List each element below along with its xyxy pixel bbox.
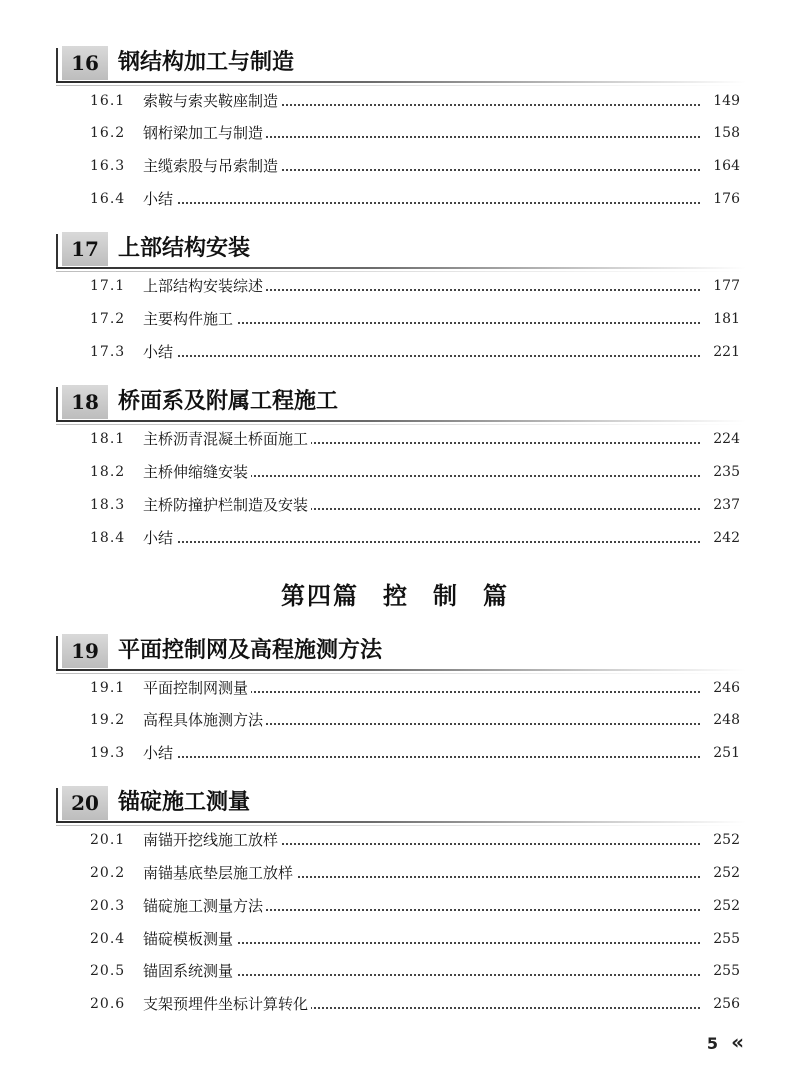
part-word-2: 制 <box>433 582 459 610</box>
chapter-rule-shadow <box>56 424 746 425</box>
entry-number: 19.3 <box>90 745 126 761</box>
leader-dots <box>150 541 700 543</box>
entry-title: 索鞍与索夹鞍座制造 <box>143 89 281 113</box>
entry-title: 主要构件施工 <box>143 307 236 331</box>
chapter-bar <box>56 387 58 421</box>
entry-number: 18.3 <box>90 497 126 513</box>
entry-number: 16.1 <box>90 93 126 109</box>
entry-page: 176 <box>709 187 740 211</box>
chapter-rule-shadow <box>56 673 746 674</box>
double-chevron-left-icon: « <box>731 1030 744 1054</box>
entry-page: 246 <box>709 676 740 700</box>
chapter-number: 18 <box>62 385 108 419</box>
chapter-bar <box>56 636 58 670</box>
chapter-number: 20 <box>62 786 108 820</box>
chapter-title[interactable]: 锚碇施工测量 <box>118 790 251 815</box>
entry-number: 20.2 <box>90 865 126 881</box>
chapter-number: 16 <box>62 46 108 80</box>
toc-entry[interactable] <box>0 959 790 983</box>
entry-number: 18.2 <box>90 464 126 480</box>
entry-title: 南锚基底垫层施工放样 <box>143 861 296 885</box>
chapter-rule-shadow <box>56 825 746 826</box>
entry-page: 248 <box>709 708 740 732</box>
entry-number: 20.5 <box>90 963 126 979</box>
entry-page: 149 <box>709 89 740 113</box>
entry-number: 16.2 <box>90 125 126 141</box>
entry-number: 16.3 <box>90 158 126 174</box>
toc-entry[interactable] <box>0 187 790 211</box>
entry-page: 252 <box>709 828 740 852</box>
leader-dots <box>150 756 700 758</box>
entry-number: 17.2 <box>90 311 126 327</box>
chapter-20 <box>0 784 790 828</box>
entry-page: 224 <box>709 427 740 451</box>
chapter-rule <box>56 420 746 422</box>
entry-number: 19.2 <box>90 712 126 728</box>
entry-title: 锚碇模板测量 <box>143 927 236 951</box>
entry-number: 20.1 <box>90 832 126 848</box>
chapter-rule-shadow <box>56 85 746 86</box>
toc-entry[interactable] <box>0 121 790 145</box>
entry-title: 锚碇施工测量方法 <box>143 894 266 918</box>
entry-title: 平面控制网测量 <box>143 676 251 700</box>
chapter-title[interactable]: 平面控制网及高程施测方法 <box>118 638 383 663</box>
toc-entry[interactable] <box>0 89 790 113</box>
chapter-16 <box>0 44 790 88</box>
entry-page: 164 <box>709 154 740 178</box>
chapter-title[interactable]: 桥面系及附属工程施工 <box>118 389 339 414</box>
entry-title: 钢桁梁加工与制造 <box>143 121 266 145</box>
entry-title: 小结 <box>143 741 176 765</box>
entry-title: 南锚开挖线施工放样 <box>143 828 281 852</box>
entry-title: 小结 <box>143 187 176 211</box>
chapter-bar <box>56 788 58 822</box>
chapter-title[interactable]: 上部结构安装 <box>118 236 251 261</box>
chapter-rule <box>56 669 746 671</box>
toc-entry[interactable] <box>0 307 790 331</box>
entry-page: 251 <box>709 741 740 765</box>
page-number: 5 <box>706 1034 718 1053</box>
entry-title: 小结 <box>143 526 176 550</box>
chapter-rule <box>56 821 746 823</box>
chapter-number: 19 <box>62 634 108 668</box>
entry-title: 支架预埋件坐标计算转化 <box>143 992 311 1016</box>
chapter-19 <box>0 632 790 676</box>
entry-title: 上部结构安装综述 <box>143 274 266 298</box>
entry-title: 主桥伸缩缝安装 <box>143 460 251 484</box>
entry-number: 20.3 <box>90 898 126 914</box>
chapter-number: 17 <box>62 232 108 266</box>
toc-entry[interactable] <box>0 861 790 885</box>
toc-entry[interactable] <box>0 741 790 765</box>
chapter-rule <box>56 267 746 269</box>
chapter-header <box>0 44 790 88</box>
toc-entry[interactable] <box>0 894 790 918</box>
chapter-bar <box>56 234 58 268</box>
leader-dots <box>150 355 700 357</box>
chapter-header <box>0 784 790 828</box>
entry-number: 16.4 <box>90 191 126 207</box>
chapter-18 <box>0 383 790 427</box>
toc-entry[interactable] <box>0 154 790 178</box>
chapter-bar <box>56 48 58 82</box>
entry-page: 255 <box>709 959 740 983</box>
entry-number: 17.3 <box>90 344 126 360</box>
entry-title: 锚固系统测量 <box>143 959 236 983</box>
toc-entry[interactable] <box>0 708 790 732</box>
entry-page: 158 <box>709 121 740 145</box>
entry-title: 小结 <box>143 340 176 364</box>
entry-page: 242 <box>709 526 740 550</box>
entry-number: 19.1 <box>90 680 126 696</box>
chapter-header <box>0 383 790 427</box>
entry-page: 252 <box>709 894 740 918</box>
entry-page: 256 <box>709 992 740 1016</box>
leader-dots <box>150 202 700 204</box>
entry-page: 252 <box>709 861 740 885</box>
entry-title: 高程具体施测方法 <box>143 708 266 732</box>
entry-title: 主桥防撞护栏制造及安装 <box>143 493 311 517</box>
entry-number: 20.6 <box>90 996 126 1012</box>
entry-number: 20.4 <box>90 931 126 947</box>
entry-title: 主缆索股与吊索制造 <box>143 154 281 178</box>
chapter-17 <box>0 230 790 274</box>
toc-entry[interactable] <box>0 676 790 700</box>
entry-page: 221 <box>709 340 740 364</box>
toc-entry[interactable] <box>0 828 790 852</box>
toc-entry[interactable] <box>0 460 790 484</box>
toc-entry[interactable] <box>0 493 790 517</box>
toc-entry[interactable] <box>0 274 790 298</box>
chapter-header <box>0 230 790 274</box>
part-word-1: 控 <box>383 582 409 610</box>
entry-page: 177 <box>709 274 740 298</box>
toc-entry[interactable] <box>0 340 790 364</box>
entry-title: 主桥沥青混凝土桥面施工 <box>143 427 311 451</box>
entry-number: 18.4 <box>90 530 126 546</box>
entry-page: 235 <box>709 460 740 484</box>
chapter-header <box>0 632 790 676</box>
part-word-3: 篇 <box>483 582 509 610</box>
chapter-title[interactable]: 钢结构加工与制造 <box>118 50 295 75</box>
part-label: 第四篇 <box>281 582 359 610</box>
chapter-rule-shadow <box>56 271 746 272</box>
toc-entry[interactable] <box>0 992 790 1016</box>
chapter-rule <box>56 81 746 83</box>
toc-entry[interactable] <box>0 526 790 550</box>
entry-page: 181 <box>709 307 740 331</box>
entry-page: 255 <box>709 927 740 951</box>
toc-entry[interactable] <box>0 427 790 451</box>
part-heading <box>0 576 790 611</box>
entry-number: 17.1 <box>90 278 126 294</box>
entry-number: 18.1 <box>90 431 126 447</box>
toc-entry[interactable] <box>0 927 790 951</box>
entry-page: 237 <box>709 493 740 517</box>
